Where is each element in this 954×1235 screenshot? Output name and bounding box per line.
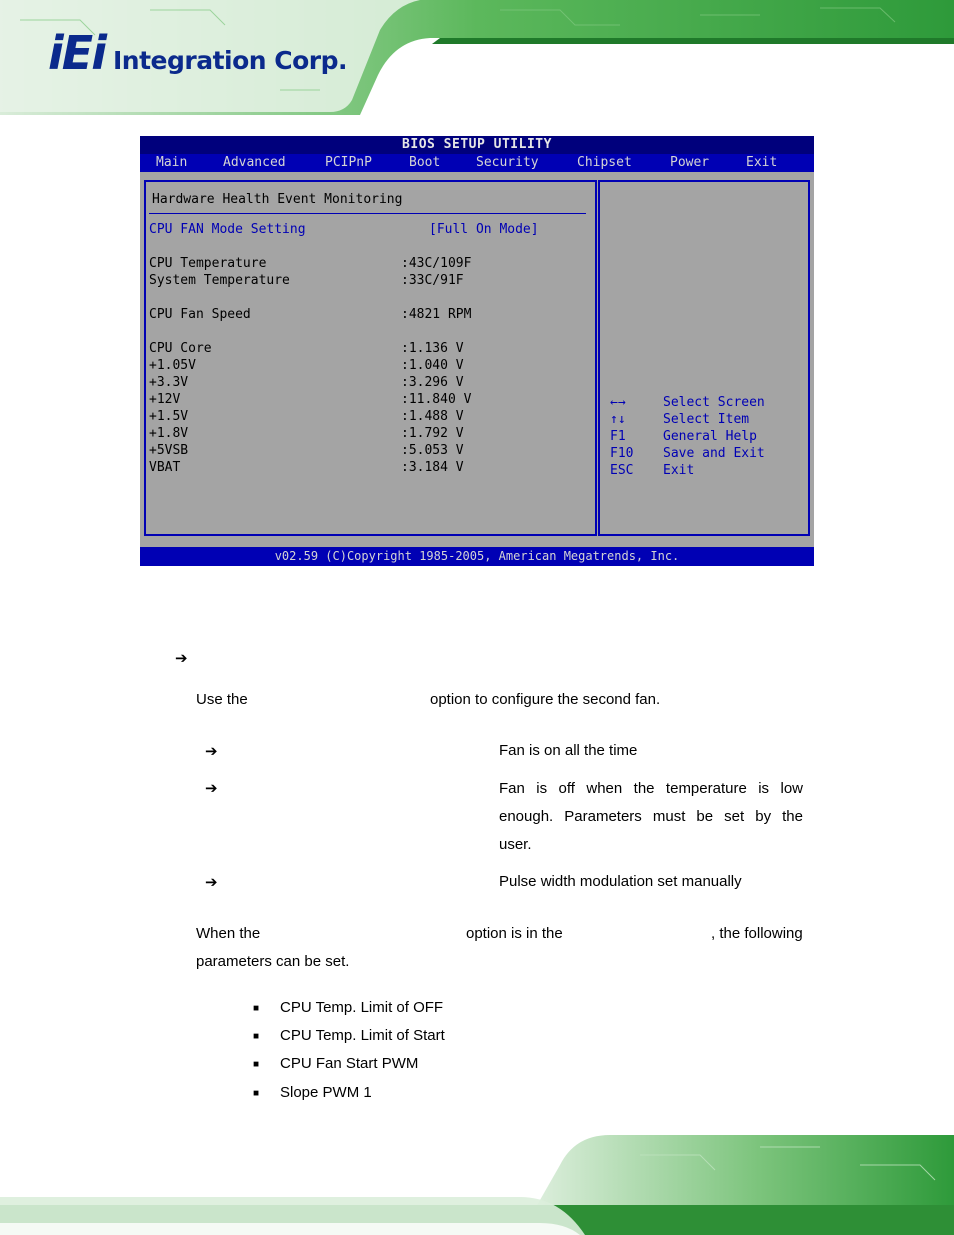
help-key: F1 — [610, 429, 626, 444]
param-item: CPU Temp. Limit of Start — [280, 1027, 445, 1044]
arrow-bullet: ➔ — [175, 649, 188, 667]
bios-title: BIOS SETUP UTILITY — [140, 136, 814, 154]
bullet-square: ■ — [253, 1031, 260, 1042]
option-full-on-desc: Fan is on all the time — [499, 742, 638, 759]
row-value: :5.053 V — [401, 443, 464, 458]
row-value: :3.184 V — [401, 460, 464, 475]
help-action: Select Screen — [663, 395, 765, 410]
menu-main[interactable]: Main — [156, 155, 188, 170]
help-action: Select Item — [663, 412, 750, 427]
menu-advanced[interactable]: Advanced — [223, 155, 286, 170]
option-auto-desc-3: user. — [499, 836, 532, 853]
when-text-c: , the following — [711, 925, 803, 942]
intro-text-b: option to configure the second fan. — [430, 691, 661, 708]
bios-copyright: v02.59 (C)Copyright 1985-2005, American Megatrends, Inc. — [140, 547, 814, 566]
option-pwm-desc: Pulse width modulation set manually — [499, 873, 742, 890]
cpu-fan-mode-label[interactable]: CPU FAN Mode Setting — [149, 222, 306, 237]
help-action: General Help — [663, 429, 757, 444]
section-divider — [149, 213, 586, 214]
row-label: +5VSB — [149, 443, 189, 458]
help-key: ←→ — [610, 395, 626, 410]
row-value: :43C/109F — [401, 256, 472, 271]
row-label: System Temperature — [149, 273, 290, 288]
menu-pcipnp[interactable]: PCIPnP — [325, 155, 372, 170]
menu-security[interactable]: Security — [476, 155, 539, 170]
arrow-bullet: ➔ — [205, 873, 218, 891]
row-value: :1.040 V — [401, 358, 464, 373]
menu-chipset[interactable]: Chipset — [577, 155, 632, 170]
row-value: :4821 RPM — [401, 307, 472, 322]
row-label: +1.05V — [149, 358, 196, 373]
help-key: F10 — [610, 446, 634, 461]
menu-boot[interactable]: Boot — [409, 155, 441, 170]
row-label: CPU Temperature — [149, 256, 267, 271]
bullet-square: ■ — [253, 1003, 260, 1014]
row-label: +1.5V — [149, 409, 189, 424]
option-auto-desc-2: enough. Parameters must be set by the — [499, 808, 803, 825]
param-item: CPU Fan Start PWM — [280, 1055, 419, 1072]
company-logo — [48, 26, 348, 80]
help-key: ↑↓ — [610, 412, 626, 427]
arrow-bullet: ➔ — [205, 742, 218, 760]
param-item: Slope PWM 1 — [280, 1084, 372, 1101]
param-item: CPU Temp. Limit of OFF — [280, 999, 444, 1016]
logo-text: Integration Corp. — [112, 46, 348, 75]
intro-text-a: Use the — [196, 691, 248, 708]
row-value: :1.792 V — [401, 426, 464, 441]
row-label: +12V — [149, 392, 181, 407]
bios-help-panel — [598, 180, 810, 536]
option-auto-desc-1: Fan is off when the temperature is low — [499, 780, 803, 797]
arrow-bullet: ➔ — [205, 779, 218, 797]
bullet-square: ■ — [253, 1059, 260, 1070]
bios-menubar — [140, 154, 814, 172]
help-action: Exit — [663, 463, 695, 478]
logo-iei: iEi — [48, 26, 105, 80]
row-value: :3.296 V — [401, 375, 464, 390]
row-value: :11.840 V — [401, 392, 472, 407]
footer-banner — [0, 1135, 954, 1235]
row-label: VBAT — [149, 460, 181, 475]
section-title: Hardware Health Event Monitoring — [152, 192, 403, 207]
help-key: ESC — [610, 463, 634, 478]
when-text-d: parameters can be set. — [196, 953, 350, 970]
menu-exit[interactable]: Exit — [746, 155, 778, 170]
menu-power[interactable]: Power — [670, 155, 710, 170]
when-text-b: option is in the — [466, 925, 563, 942]
row-label: +3.3V — [149, 375, 189, 390]
cpu-fan-mode-value[interactable]: [Full On Mode] — [429, 222, 539, 237]
row-label: CPU Core — [149, 341, 212, 356]
help-action: Save and Exit — [663, 446, 765, 461]
row-value: :1.488 V — [401, 409, 464, 424]
row-label: CPU Fan Speed — [149, 307, 251, 322]
bios-screen — [140, 136, 814, 566]
when-text-a: When the — [196, 925, 261, 942]
row-value: :1.136 V — [401, 341, 464, 356]
row-label: +1.8V — [149, 426, 189, 441]
row-value: :33C/91F — [401, 273, 464, 288]
bullet-square: ■ — [253, 1088, 260, 1099]
